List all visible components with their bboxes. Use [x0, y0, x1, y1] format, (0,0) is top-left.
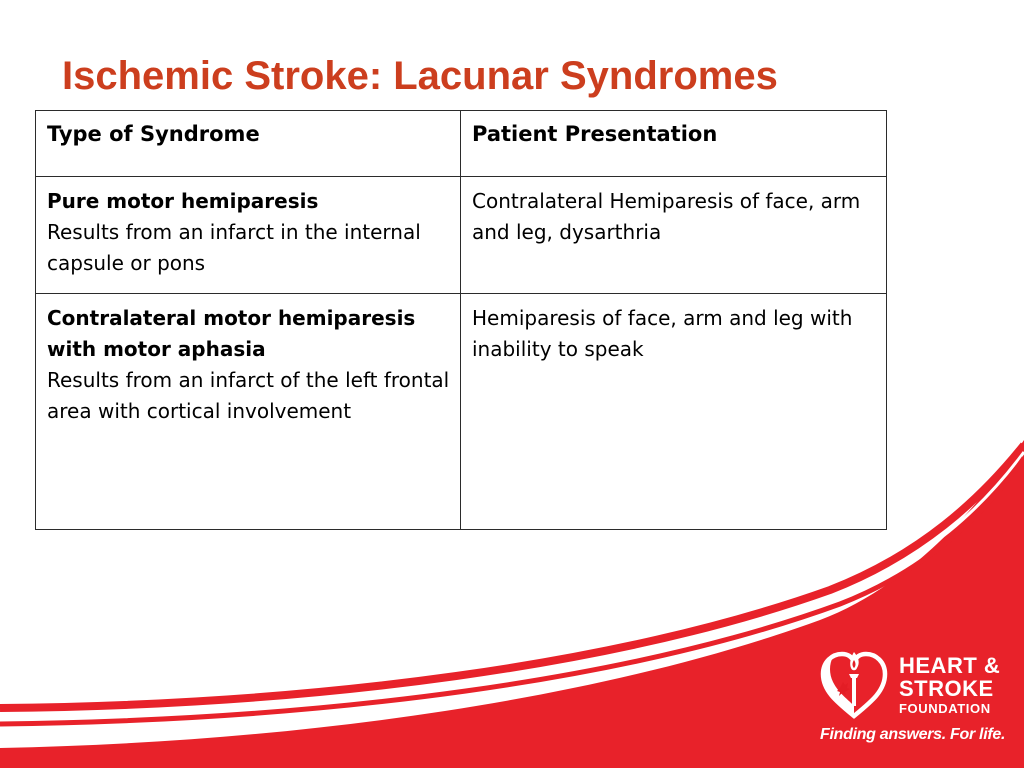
- table-row: [36, 294, 887, 530]
- logo-line-heart: HEART &: [899, 653, 1001, 678]
- heart-and-stroke-logo: [815, 646, 1015, 756]
- syndrome-name: Contralateral motor hemiparesis with motor aphasia: [47, 306, 416, 361]
- syndrome-cell: [36, 294, 461, 530]
- presentation-cell: Contralateral Hemiparesis of face, arm and leg, dysarthria: [461, 177, 887, 294]
- heart-torch-icon: [819, 648, 889, 722]
- syndrome-name: Pure motor hemiparesis: [47, 189, 319, 213]
- syndrome-detail: Results from an infarct in the internal capsule or pons: [47, 220, 421, 275]
- logo-tagline: Finding answers. For life.: [820, 726, 1006, 743]
- header-type-of-syndrome: Type of Syndrome: [36, 111, 461, 177]
- header-patient-presentation: Patient Presentation: [461, 111, 887, 177]
- table-row: [36, 177, 887, 294]
- syndrome-cell: [36, 177, 461, 294]
- table-header-row: [36, 111, 887, 177]
- presentation-cell: Hemiparesis of face, arm and leg with inability to speak: [461, 294, 887, 530]
- logo-wordmark: [899, 654, 1000, 718]
- syndrome-table: [35, 110, 887, 530]
- syndrome-detail: Results from an infarct of the left frontal area with cortical involvement: [47, 368, 450, 423]
- logo-line-foundation: FOUNDATION: [899, 701, 991, 716]
- slide-title: Ischemic Stroke: Lacunar Syndromes: [62, 54, 778, 98]
- logo-line-stroke: STROKE: [899, 676, 994, 701]
